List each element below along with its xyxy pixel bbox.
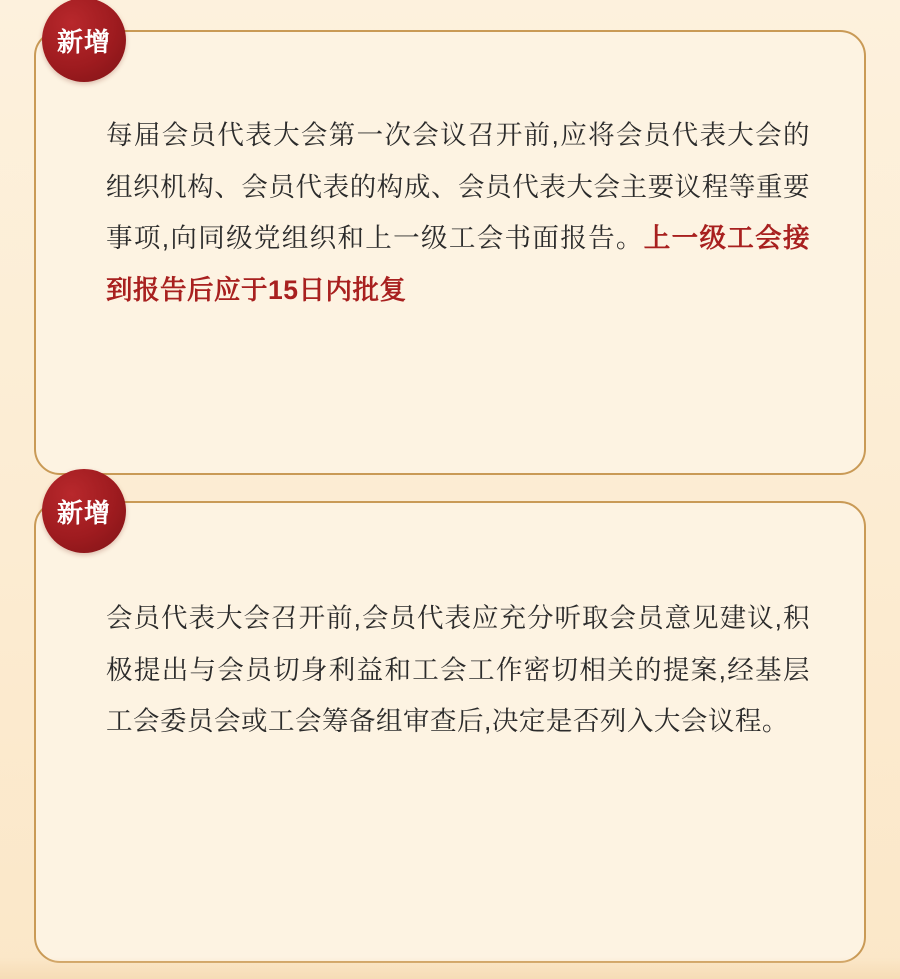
new-badge-1: 新增	[42, 0, 126, 82]
content-card-1	[34, 26, 866, 475]
bottom-gradient-strip	[0, 957, 900, 979]
content-card-2	[34, 497, 866, 963]
card-1-body	[36, 32, 864, 317]
card-1-text: 每届会员代表大会第一次会议召开前,应将会员代表大会的组织机构、会员代表的构成、会员代表大会主要议程等重要事项,向同级党组织和上一级工会书面报告。	[106, 120, 810, 254]
new-badge-2: 新增	[42, 469, 126, 553]
card-2-body	[36, 503, 864, 748]
card-1-highlight: 上一级工会接到报告后应于15日内批复	[106, 223, 810, 306]
card-2-text: 会员代表大会召开前,会员代表应充分听取会员意见建议,积极提出与会员切身利益和工会工作密切相关的提案,经基层工会委员会或工会筹备组审查后,决定是否列入大会议程。	[106, 603, 810, 737]
